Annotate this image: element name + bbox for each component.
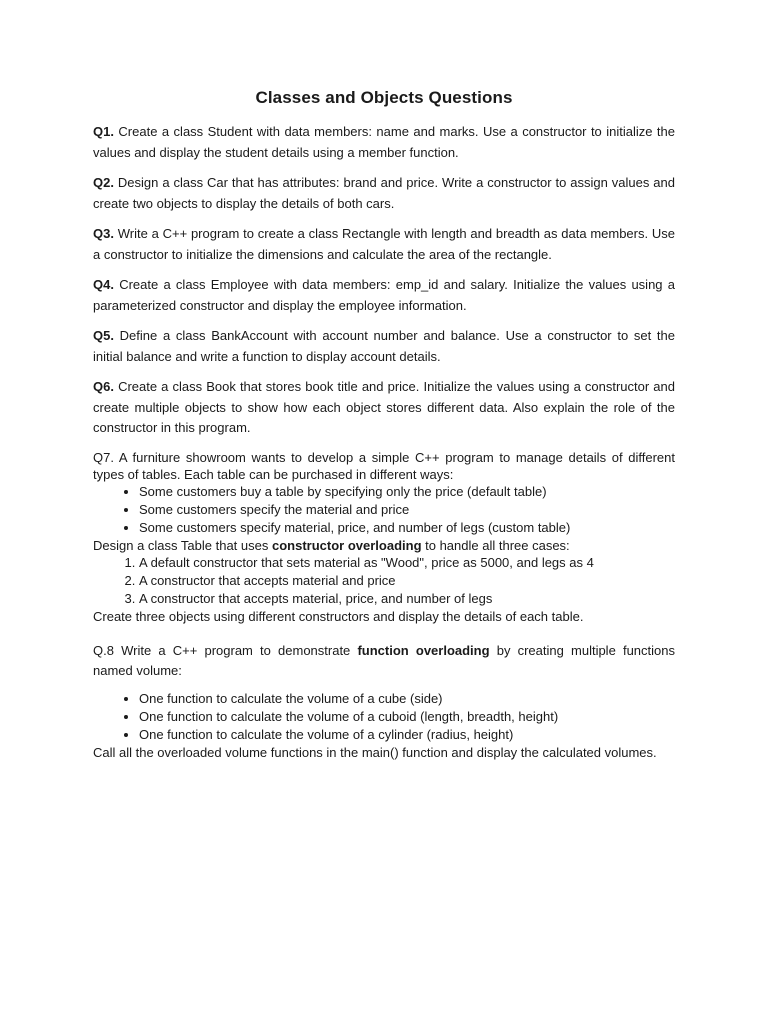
list-item: • One function to calculate the volume of a cube (side) (139, 690, 675, 708)
question-3-label: Q3. (93, 226, 114, 241)
list-item: • Some customers specify material, price, and number of legs (custom table) (139, 519, 675, 537)
question-7-bullet-list (93, 483, 675, 537)
document-title: Classes and Objects Questions (255, 88, 513, 107)
question-7-intro: Q7. A furniture showroom wants to develop a simple C++ program to manage details of different types of tables. Each table can be purchased in different ways: (93, 449, 675, 482)
question-5-label: Q5. (93, 328, 114, 343)
question-4-label: Q4. (93, 277, 114, 292)
question-2-label: Q2. (93, 175, 114, 190)
list-item: 1. A default constructor that sets material as "Wood", price as 5000, and legs as 4 (139, 554, 675, 572)
question-6-text: Create a class Book that stores book title and price. Initialize the values using a constructor and create multiple objects to show how each object stores different data. Also explain the role of the constructor in this program. (93, 379, 675, 435)
question-2-text: Design a class Car that has attributes: brand and price. Write a constructor to assign values and create two objects to display the details of both cars. (93, 175, 675, 211)
question-1 (93, 122, 675, 163)
question-3 (93, 224, 675, 265)
question-3-text: Write a C++ program to create a class Rectangle with length and breadth as data members. Use a constructor to initialize the dimensions and calculate the area of the rectangle. (93, 226, 675, 262)
question-4-text: Create a class Employee with data members: emp_id and salary. Initialize the values using a parameterized constructor and display the employee information. (93, 277, 675, 313)
question-6-label: Q6. (93, 379, 114, 394)
question-8-prefix: Q.8 Write a C++ program to demonstrate (93, 642, 358, 658)
question-6 (93, 377, 675, 439)
question-1-text: Create a class Student with data members: name and marks. Use a constructor to initialize the values and display the student details using a member function. (93, 124, 675, 160)
question-5 (93, 326, 675, 367)
list-item: • Some customers specify the material and price (139, 501, 675, 519)
question-5-text: Define a class BankAccount with account number and balance. Use a constructor to set the initial balance and write a function to display account details. (93, 328, 675, 364)
list-item: 3. A constructor that accepts material, price, and number of legs (139, 590, 675, 608)
question-1-label: Q1. (93, 124, 114, 139)
question-7 (93, 449, 675, 625)
list-item: • One function to calculate the volume of a cylinder (radius, height) (139, 726, 675, 744)
question-7-closing: Create three objects using different constructors and display the details of each table. (93, 608, 584, 624)
list-item: 2. A constructor that accepts material and price (139, 572, 675, 590)
question-8-closing: Call all the overloaded volume functions in the main() function and display the calculated volumes. (93, 744, 657, 760)
question-8-suffix: by creating multiple functions named volume: (93, 642, 675, 678)
question-8-bold: function overloading (357, 642, 490, 658)
question-7-design-prefix: Design a class Table that uses (93, 537, 272, 553)
list-item: • One function to calculate the volume of a cuboid (length, breadth, height) (139, 708, 675, 726)
question-8-bullet-list (93, 690, 675, 744)
question-7-design-bold: constructor overloading (271, 537, 422, 553)
question-7-numbered-list (93, 554, 675, 608)
question-8 (93, 641, 675, 761)
question-7-design (93, 537, 675, 554)
question-8-intro (93, 641, 675, 682)
question-7-design-suffix: to handle all three cases: (421, 537, 570, 553)
question-2 (93, 173, 675, 214)
list-item: • Some customers buy a table by specifying only the price (default table) (139, 483, 675, 501)
question-4 (93, 275, 675, 316)
